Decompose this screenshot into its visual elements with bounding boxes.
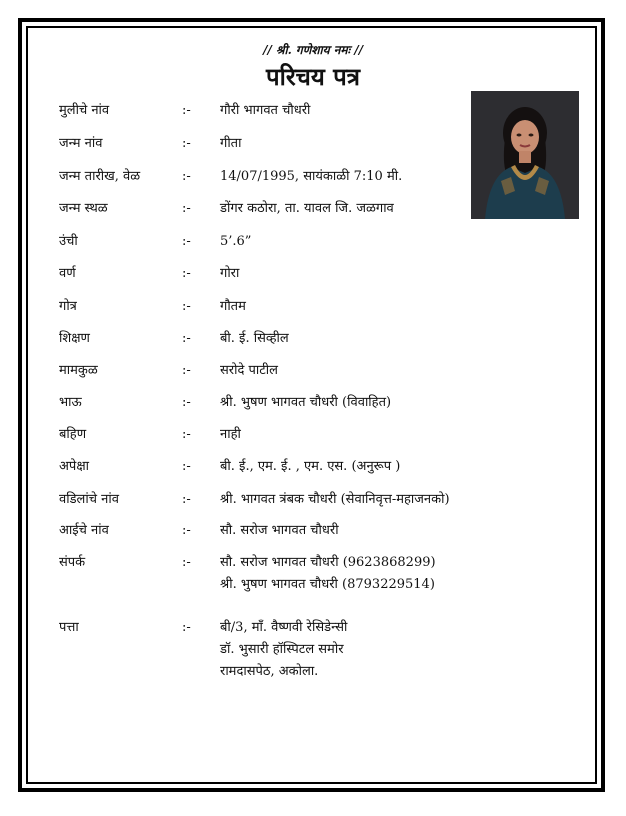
value-line: रामदासपेठ, अकोला. [220,664,319,679]
field-separator: :- [182,234,191,249]
field-label: शिक्षण [59,331,90,346]
field-label: अपेक्षा [59,459,90,474]
field-value: श्री. भुषण भागवत चौधरी (विवाहित) [220,395,392,410]
field-separator: :- [182,299,191,314]
field-value: नाही [220,427,241,442]
field-value [220,617,347,683]
field-separator: :- [182,169,191,184]
field-label: संपर्क [59,555,86,570]
field-value: श्री. भागवत त्रंबक चौधरी (सेवानिवृत्त-महाजनको) [220,492,450,507]
field-label: वडिलांचे नांव [59,492,119,507]
field-label: पत्ता [59,620,79,635]
field-separator: :- [182,427,191,442]
field-label: जन्म तारीख, वेळ [59,169,141,184]
field-separator: :- [182,523,191,538]
field-separator: :- [182,266,191,281]
field-label: मुलीचे नांव [59,103,110,118]
field-separator: :- [182,363,191,378]
field-label: वर्ण [59,266,76,281]
profile-photo [471,91,579,219]
field-value: गोरा [220,266,240,281]
field-value: बी. ई., एम. ई. , एम. एस. (अनुरूप ) [220,459,401,474]
field-label: बहिण [59,427,87,442]
field-separator: :- [182,395,191,410]
field-label: जन्म नांव [59,136,103,151]
value-line: बी/3, माँ. वैष्णवी रेसिडेन्सी [220,620,348,635]
field-value: गीता [220,136,242,151]
value-line: डॉ. भुसारी हॉस्पिटल समोर [220,642,344,657]
field-value: सौ. सरोज भागवत चौधरी [220,523,339,538]
value-line: सौ. सरोज भागवत चौधरी (9623868299) [220,555,436,570]
field-value: गौतम [220,299,246,314]
field-separator: :- [182,459,191,474]
field-label: गोत्र [59,299,77,314]
field-label: आईचे नांव [59,523,109,538]
value-line: श्री. भुषण भागवत चौधरी (8793229514) [220,577,435,592]
portrait-icon [471,91,579,219]
field-label: भाऊ [59,395,82,410]
field-value: गौरी भागवत चौधरी [220,103,311,118]
field-separator: :- [182,103,191,118]
field-label: उंची [59,234,78,249]
field-label: जन्म स्थळ [59,201,108,216]
field-separator: :- [182,492,191,507]
field-label: मामकुळ [59,363,98,378]
field-separator: :- [182,620,191,635]
field-value: डोंगर कठोरा, ता. यावल जि. जळगाव [220,201,394,216]
page-title: परिचय पत्र [265,62,361,91]
invocation-line: // श्री. गणेशाय नमः // [263,43,363,57]
field-separator: :- [182,201,191,216]
field-separator: :- [182,331,191,346]
field-separator: :- [182,136,191,151]
field-value: 5’.6” [220,234,252,249]
field-value: सरोदे पाटील [220,363,278,378]
field-value [220,552,436,596]
field-value: 14/07/1995, सायंकाळी 7:10 मी. [220,169,403,184]
field-separator: :- [182,555,191,570]
field-value: बी. ई. सिव्हील [220,331,289,346]
